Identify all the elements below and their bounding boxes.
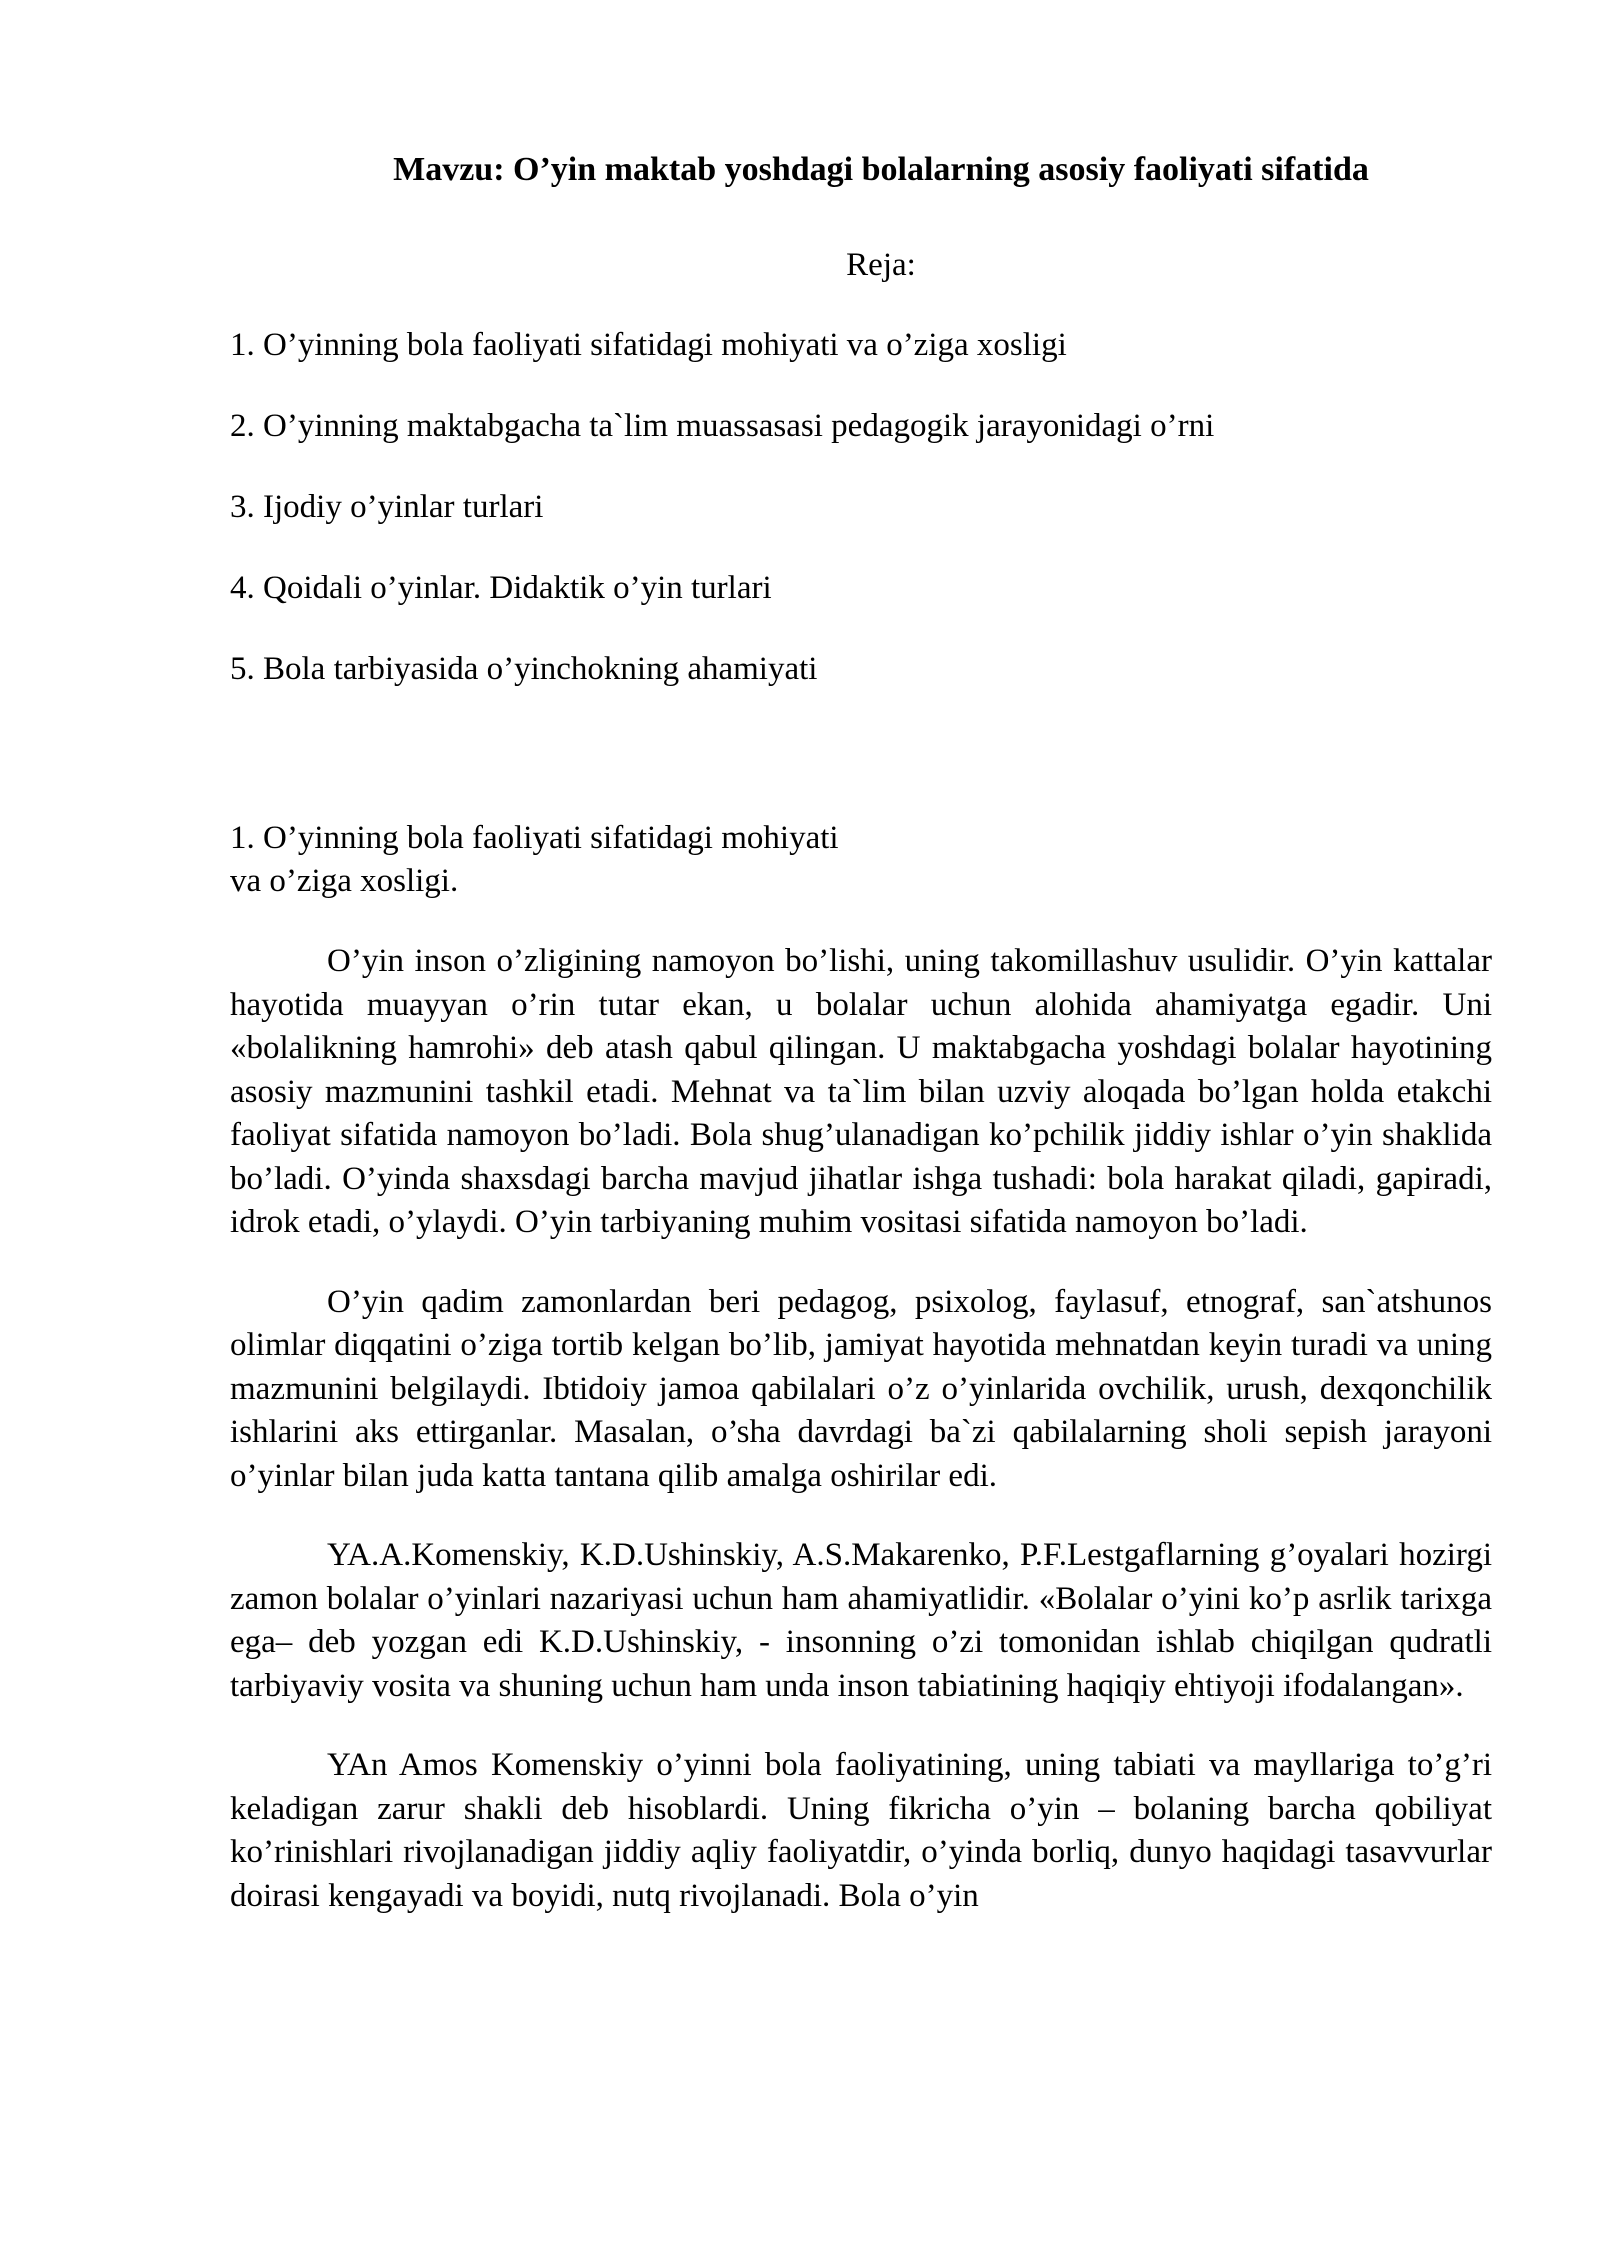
body-text — [230, 940, 1492, 1954]
paragraph: YA.A.Komenskiy, K.D.Ushinskiy, A.S.Makarenko, P.F.Lestgaflarning g’oyalari hozirgi zamon bolalar o’yinlari nazariyasi uchun ham ahamiyatlidir. «Bolalar o’yini ko’p asrlik tarixga ega– deb yozgan edi K.D.Ushinskiy, - insonning o’zi tomonidan ishlab chiqilgan qudratli tarbiyaviy vosita va shuning uchun ham unda inson tabiatining haqiqiy ehtiyoji ifodalangan». — [230, 1537, 1492, 1704]
section-heading-line: va o’ziga xosligi. — [230, 863, 459, 899]
paragraph: YAn Amos Komenskiy o’yinni bola faoliyatining, uning tabiati va mayllariga to’g’ri keladigan zarur shakli deb hisoblardi. Uning fikricha o’yin – bolaning barcha qobiliyat ko’rinishlari rivojlanadigan jiddiy aqliy faoliyatdir, o’yinda borliq, dunyo haqidagi tasavvurlar doirasi kengayadi va boyidi, nutq rivojlanadi. Bola o’yin — [230, 1747, 1492, 1914]
section-heading — [230, 817, 950, 903]
document-title: Mavzu: O’yin maktab yoshdagi bolalarning asosiy faoliyati sifatida — [393, 151, 1369, 188]
plan-item: 3. Ijodiy o’yinlar turlari — [230, 489, 544, 525]
paragraph: O’yin qadim zamonlardan beri pedagog, psixolog, faylasuf, etnograf, san`atshunos olimlar diqqatini o’ziga tortib kelgan bo’lib, jamiyat hayotida mehnatdan keyin turadi va uning mazmunini belgilaydi. Ibtidoiy jamoa qabilalari o’z o’yinlarida ovchilik, urush, dexqonchilik ishlarini aks ettirganlar. Masalan, o’sha davrdagi ba`zi qabilalarning sholi sepish jarayoni o’yinlar bilan juda katta tantana qilib amalga oshirilar edi. — [230, 1283, 1492, 1494]
plan-heading: Reja: — [846, 247, 916, 283]
plan-item: 2. O’yinning maktabgacha ta`lim muassasasi pedagogik jarayonidagi o’rni — [230, 408, 1215, 444]
plan-list — [230, 325, 1214, 730]
paragraph: O’yin inson o’zligining namoyon bo’lishi, uning takomillashuv usulidir. O’yin kattalar hayotida muayyan o’rin tutar ekan, u bolalar uchun alohida ahamiyatga egadir. Uni «bolalikning hamrohi» deb atash qabul qilingan. U maktabgacha yoshdagi bolalar hayotining asosiy mazmunini tashkil etadi. Mehnat va ta`lim bilan uzviy aloqada bo’lgan holda etakchi faoliyat sifatida namoyon bo’ladi. Bola shug’ulanadigan ko’pchilik jiddiy ishlar o’yin shaklida bo’ladi. O’yinda shaxsdagi barcha mavjud jihatlar ishga tushadi: bola harakat qiladi, gapiradi, idrok etadi, o’ylaydi. O’yin tarbiyaning muhim vositasi sifatida namoyon bo’ladi. — [230, 943, 1492, 1240]
plan-item: 5. Bola tarbiyasida o’yinchokning ahamiyati — [230, 651, 818, 687]
plan-item: 1. O’yinning bola faoliyati sifatidagi mohiyati va o’ziga xosligi — [230, 327, 1067, 363]
section-heading-line: 1. O’yinning bola faoliyati sifatidagi mohiyati — [230, 820, 839, 856]
plan-item: 4. Qoidali o’yinlar. Didaktik o’yin turlari — [230, 570, 772, 606]
